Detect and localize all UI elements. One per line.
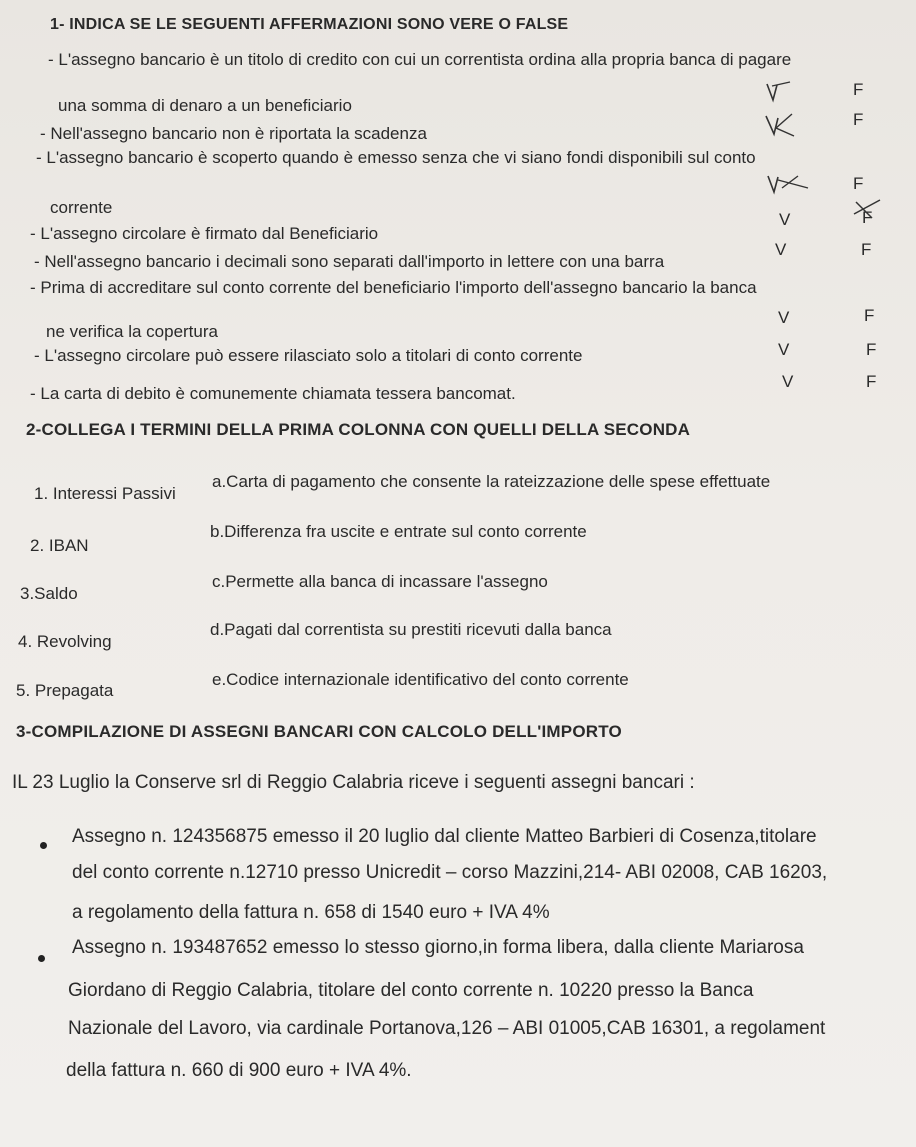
statement-7-false[interactable]: F	[866, 340, 877, 359]
statement-1-false[interactable]: F	[853, 80, 864, 99]
term-1: 1. Interessi Passivi	[34, 484, 176, 503]
statement-8-line-1: - La carta di debito è comunemente chiamata tessera bancomat.	[30, 384, 516, 403]
cheque-2-line-4: della fattura n. 660 di 900 euro + IVA 4%.	[66, 1060, 412, 1081]
section3-title: 3-COMPILAZIONE DI ASSEGNI BANCARI CON CALCOLO DELL'IMPORTO	[16, 722, 622, 741]
term-3: 3.Saldo	[20, 584, 78, 603]
cheque-1-line-3: a regolamento della fattura n. 658 di 1540 euro + IVA 4%	[72, 902, 550, 923]
section3-intro: IL 23 Luglio la Conserve srl di Reggio Calabria riceve i seguenti assegni bancari :	[12, 772, 695, 793]
statement-4-false[interactable]: F	[862, 208, 873, 227]
statement-1-line-1: - L'assegno bancario è un titolo di credito con cui un correntista ordina alla propria banca di pagare	[48, 50, 792, 69]
term-2: 2. IBAN	[30, 536, 89, 555]
statement-8-false[interactable]: F	[866, 372, 877, 391]
statement-6-true[interactable]: V	[778, 308, 790, 327]
cheque-2-line-2: Giordano di Reggio Calabria, titolare del conto corrente n. 10220 presso la Banca	[68, 980, 754, 1001]
definition-d: d.Pagati dal correntista su prestiti ricevuti dalla banca	[210, 620, 612, 639]
section1-title: 1- INDICA SE LE SEGUENTI AFFERMAZIONI SONO VERE O FALSE	[50, 16, 569, 33]
statement-4-cross-mark	[850, 196, 886, 226]
statement-6-false[interactable]: F	[864, 306, 875, 325]
statement-4-line-1: - L'assegno circolare è firmato dal Beneficiario	[30, 224, 379, 243]
section2-title: 2-COLLEGA I TERMINI DELLA PRIMA COLONNA CON QUELLI DELLA SECONDA	[26, 420, 691, 439]
statement-2-check-mark	[762, 110, 802, 140]
statement-3-check-mark	[764, 172, 814, 198]
statement-6-line-2: ne verifica la copertura	[46, 322, 218, 341]
term-5: 5. Prepagata	[16, 681, 114, 700]
statement-4-true[interactable]: V	[779, 210, 791, 229]
statement-5-line-1: - Nell'assegno bancario i decimali sono separati dall'importo in lettere con una barra	[34, 252, 665, 271]
statement-5-false[interactable]: F	[861, 240, 872, 259]
statement-1-line-2: una somma di denaro a un beneficiario	[58, 96, 352, 115]
statement-3-line-1: - L'assegno bancario è scoperto quando è emesso senza che vi siano fondi disponibili sul conto	[36, 148, 756, 167]
statement-3-line-2: corrente	[50, 198, 113, 217]
cheque-2-line-1: Assegno n. 193487652 emesso lo stesso giorno,in forma libera, dalla cliente Mariarosa	[72, 937, 804, 958]
definition-c: c.Permette alla banca di incassare l'assegno	[212, 572, 548, 591]
bullet-2	[38, 955, 45, 962]
definition-e: e.Codice internazionale identificativo del conto corrente	[212, 670, 629, 689]
definition-b: b.Differenza fra uscite e entrate sul conto corrente	[210, 522, 587, 541]
statement-2-false[interactable]: F	[853, 110, 864, 129]
statement-1-check-mark	[764, 80, 798, 106]
statement-2-line-1: - Nell'assegno bancario non è riportata la scadenza	[40, 124, 427, 143]
term-4: 4. Revolving	[18, 632, 112, 651]
statement-7-true[interactable]: V	[778, 340, 790, 359]
statement-5-true[interactable]: V	[775, 240, 787, 259]
definition-a: a.Carta di pagamento che consente la rateizzazione delle spese effettuate	[212, 472, 771, 491]
cheque-1-line-2: del conto corrente n.12710 presso Unicredit – corso Mazzini,214- ABI 02008, CAB 16203,	[72, 862, 828, 883]
statement-7-line-1: - L'assegno circolare può essere rilasciato solo a titolari di conto corrente	[34, 346, 583, 365]
cheque-2-line-3: Nazionale del Lavoro, via cardinale Portanova,126 – ABI 01005,CAB 16301, a regolament	[68, 1018, 826, 1039]
bullet-1	[40, 842, 47, 849]
cheque-1-line-1: Assegno n. 124356875 emesso il 20 luglio dal cliente Matteo Barbieri di Cosenza,titolare	[72, 826, 817, 847]
statement-8-true[interactable]: V	[782, 372, 794, 391]
statement-6-line-1: - Prima di accreditare sul conto corrente del beneficiario l'importo dell'assegno bancario la banca	[30, 278, 757, 297]
statement-3-false[interactable]: F	[853, 174, 864, 193]
